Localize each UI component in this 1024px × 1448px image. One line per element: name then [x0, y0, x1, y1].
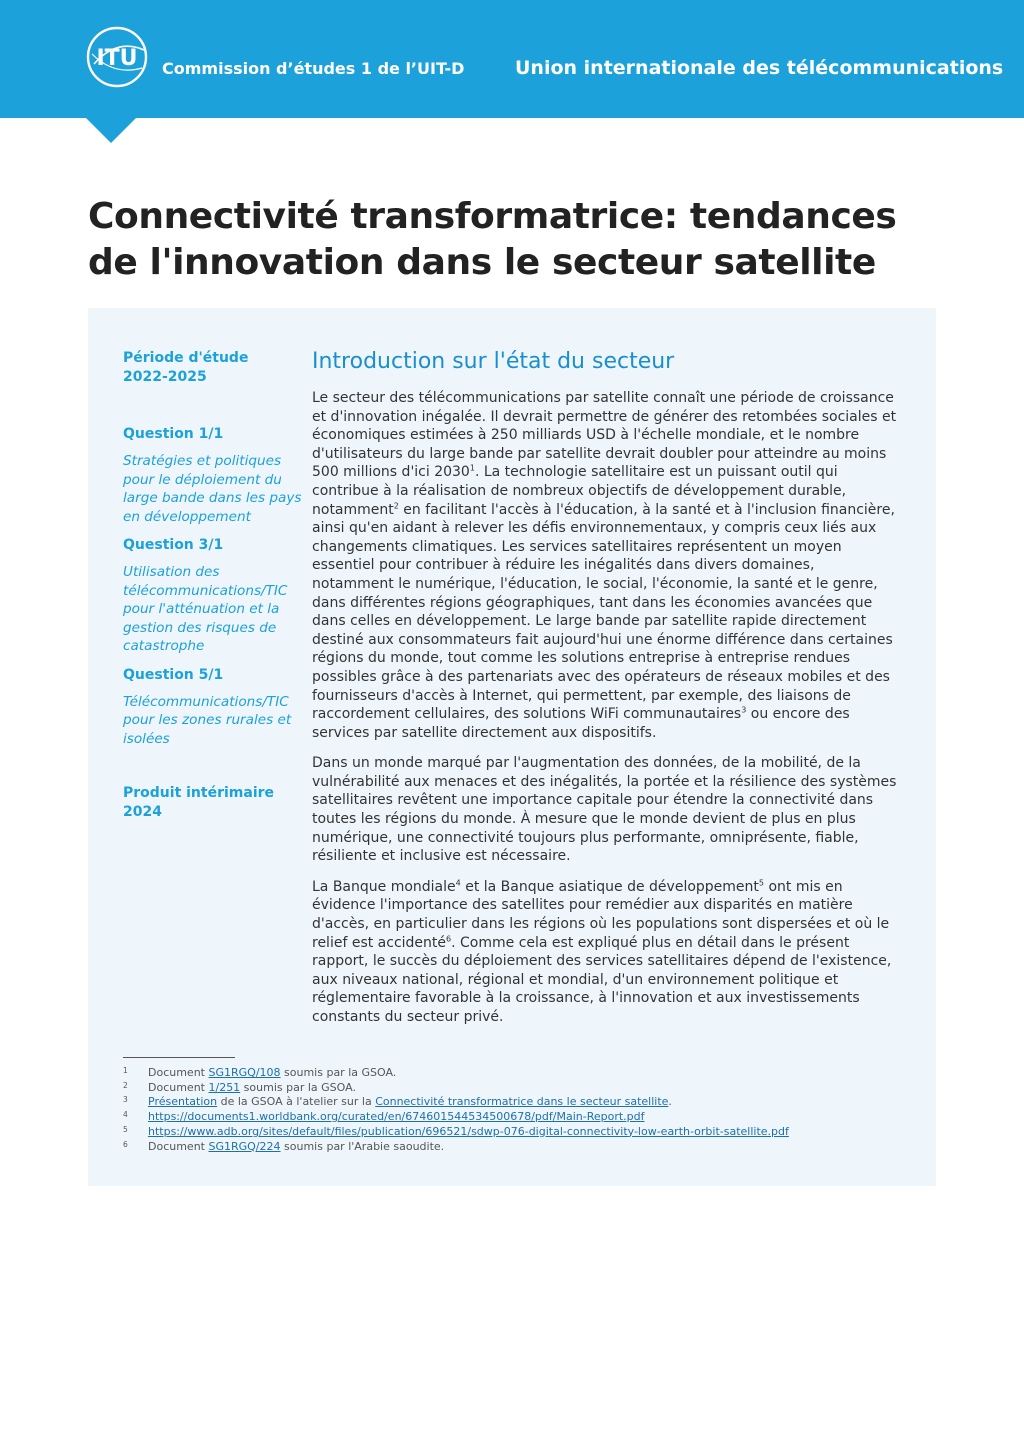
product-label: Produit intérimaire: [123, 785, 275, 801]
footnote-6-prefix: Document: [148, 1139, 209, 1153]
footnote-1-suffix: soumis par la GSOA.: [280, 1066, 397, 1079]
footnote-ref-5[interactable]: 5: [758, 878, 764, 888]
footnote-divider: [123, 1057, 235, 1058]
footnote-2-link[interactable]: 1/251: [208, 1080, 241, 1094]
sidebar: [123, 349, 303, 822]
footnote-1: [123, 1066, 923, 1081]
footnote-ref-2[interactable]: 2: [393, 500, 399, 510]
footnote-3-suffix: .: [668, 1095, 672, 1109]
footnote-3-link-1[interactable]: Présentation: [148, 1095, 218, 1109]
footnote-2: [123, 1081, 923, 1096]
header-notch: [85, 117, 137, 143]
question-5-label: Question 5/1: [123, 666, 224, 683]
title-line-2: de l'innovation dans le secteur satellite: [88, 242, 876, 283]
p3-text-3: ont mis en évidence l'importance des satellites pour remédier aux disparités en matière d'accès, en particulier dans les régions où les populations sont dispersées et où le relief est accidenté: [312, 878, 890, 951]
paragraph-3: [312, 878, 898, 1027]
footnote-4-link[interactable]: https://documents1.worldbank.org/curated/en/674601544534500678/pdf/Main-Report.pdf: [148, 1110, 645, 1124]
footnote-6-link[interactable]: SG1RGQ/224: [208, 1139, 281, 1153]
footnote-3-number: 3: [123, 1095, 128, 1105]
footnote-5: [123, 1125, 923, 1140]
question-1-description: Stratégies et politiques pour le déploiement du large bande dans les pays en développement: [123, 453, 302, 525]
question-3-description: Utilisation des télécommunications/TIC pour l'atténuation et la gestion des risques de catastrophe: [123, 564, 288, 654]
question-5-description: Télécommunications/TIC pour les zones rurales et isolées: [123, 693, 292, 747]
footnote-3-middle: de la GSOA à l'atelier sur la: [217, 1095, 376, 1109]
question-1-label: Question 1/1: [123, 426, 224, 442]
footnote-ref-1[interactable]: 1: [469, 463, 475, 473]
paragraph-2: Dans un monde marqué par l'augmentation des données, de la mobilité, de la vulnérabilité aux menaces et des inégalités, la portée et la résilience des systèmes satellitaires revêtent une importance capitale pour étendre la connectivité dans toutes les régions du monde. À mesure que le monde devient de plus en plus numérique, une connectivité toujours plus performante, omniprésente, fiable, résiliente et inclusive est nécessaire.: [312, 755, 897, 865]
p3-text-4: . Comme cela est expliqué plus en détail dans le présent rapport, le succès du déploiement des services satellitaires dépend de l'existence, aux niveaux national, régional et mondial, d'un environnement politique et réglementaire favorable à la croissance, à l'innovation et aux investissements constants du secteur privé.: [312, 934, 892, 1025]
footnote-4: [123, 1110, 923, 1125]
footnotes: [123, 1066, 923, 1154]
footnote-1-number: 1: [123, 1066, 128, 1075]
page-title: [88, 194, 968, 286]
footnote-3: [123, 1095, 923, 1110]
p1-text-4: ou encore des services par satellite directement aux dispositifs.: [312, 706, 850, 741]
p1-text-3: en facilitant l'accès à l'éducation, à la santé et à l'inclusion financière, ainsi qu'en aidant à relever les défis environnementaux, y compris ceux liés aux changements climatiques. Les services satellitaires représentent un moyen essentiel pour contribuer à réduire les inégalités dans divers domaines, notamment le numérique, l'éducation, le social, l'économie, la santé et le genre, dans différentes régions géographiques, tant dans les économies avancées que dans celles en développement. Le large bande par satellite rapide directement destiné aux consommateurs fait aujourd'hui une énorme différence dans certaines régions du monde, tout comme les solutions entreprise à entreprise rendues possibles grâce à des partenariats avec des opérateurs de réseaux mobiles et des fournisseurs d'accès à Internet, qui permettent, par exemple, des liaisons de raccordement cellulaires, des solutions WiFi communautaires: [312, 501, 895, 723]
itu-logo-icon: [84, 24, 150, 90]
footnote-2-number: 2: [123, 1080, 128, 1090]
organization-name: Union internationale des télécommunications: [515, 57, 1004, 79]
question-3-label: Question 3/1: [123, 537, 224, 553]
footnote-5-number: 5: [123, 1124, 128, 1134]
logo-text: ITU: [96, 46, 138, 71]
footnote-ref-3[interactable]: 3: [741, 705, 747, 715]
footnote-5-link[interactable]: https://www.adb.org/sites/default/files/publication/696521/sdwp-076-digital-connectivity-low-earth-orbit-satellite.pdf: [148, 1124, 789, 1138]
footnote-6-suffix: soumis par l'Arabie saoudite.: [280, 1139, 445, 1153]
footnote-6: [123, 1140, 923, 1155]
footnote-2-prefix: Document: [148, 1080, 209, 1094]
study-period-label: Période d'étude: [123, 350, 249, 366]
footnote-6-number: 6: [123, 1139, 128, 1149]
study-period-value: 2022-2025: [123, 369, 207, 385]
p1-text-1: Le secteur des télécommunications par satellite connaît une période de croissance et d'innovation inégalée. Il devrait permettre de générer des retombées sociales et économiques estimées à 250 milliards USD à l'échelle mondiale, et le nombre d'utilisateurs du large bande par satellite devrait doubler pour atteindre au moins 500 millions d'ici 2030: [312, 390, 897, 481]
section-title: Introduction sur l'état du secteur: [312, 349, 675, 374]
footnote-1-prefix: Document: [148, 1066, 209, 1079]
footnote-ref-4[interactable]: 4: [455, 878, 461, 888]
footnote-3-link-2[interactable]: Connectivité transformatrice dans le secteur satellite: [375, 1095, 669, 1109]
study-group-title: Commission d’études 1 de l’UIT-D: [162, 59, 465, 78]
main-content: [312, 347, 898, 1039]
p1-text-2: . La technologie satellitaire est un puissant outil qui contribue à la réalisation de nombreux objectifs de développement durable, notamment: [312, 464, 847, 518]
p3-text-1: La Banque mondiale: [312, 878, 456, 895]
p3-text-2: et la Banque asiatique de développement: [460, 878, 759, 895]
footnote-4-number: 4: [123, 1110, 128, 1120]
paragraph-1: [312, 389, 898, 742]
footnote-2-suffix: soumis par la GSOA.: [240, 1080, 356, 1094]
title-line-1: Connectivité transformatrice: tendances: [88, 196, 897, 237]
footnote-1-link[interactable]: SG1RGQ/108: [208, 1066, 281, 1079]
footnote-ref-6[interactable]: 6: [446, 933, 452, 943]
product-year: 2024: [123, 804, 162, 820]
